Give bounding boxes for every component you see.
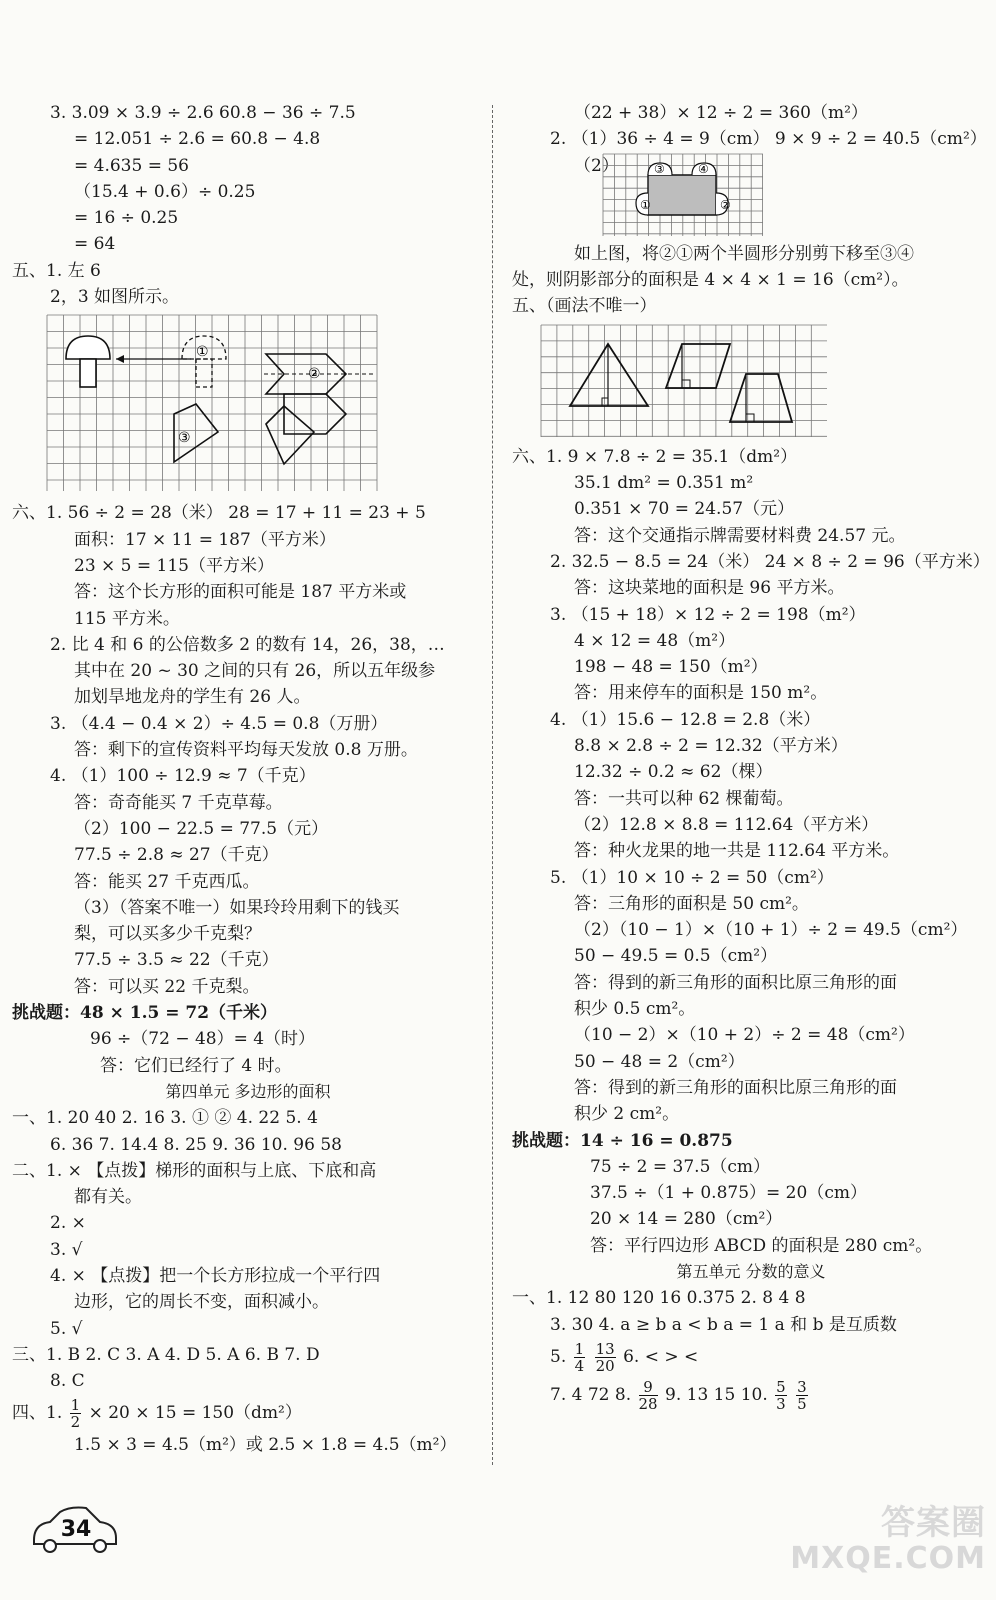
q7-text: 7. 4 72 8. <box>550 1384 632 1405</box>
column-divider <box>492 105 493 1465</box>
left-mid-line: 4. （1）100 ÷ 12.9 ≈ 7（千克） <box>50 766 316 787</box>
q9-text: 9. 13 15 10. <box>665 1384 768 1405</box>
left-mid-line: 六、1. 56 ÷ 2 = 28（米） 28 = 17 + 11 = 23 + 5 <box>12 503 426 524</box>
right-c-line: 答：平行四边形 ABCD 的面积是 280 cm²。 <box>590 1235 933 1256</box>
unit5-line: 一、1. 12 80 120 16 0.375 2. 8 4 8 <box>512 1288 806 1309</box>
parallelogram <box>666 344 730 388</box>
label-1: ① <box>196 344 209 361</box>
unit4-line: 三、1. B 2. C 3. A 4. D 5. A 6. B 7. D <box>12 1344 320 1365</box>
q5-fraction-2: $\frac{13}{20}$ <box>595 1339 615 1375</box>
left-mid-line: 3. （4.4 − 0.4 × 2）÷ 4.5 = 0.8（万册） <box>50 713 388 734</box>
circle-label: ③ <box>654 161 665 176</box>
left-last-line: 1.5 × 3 = 4.5（m²）或 2.5 × 1.8 = 4.5（m²） <box>74 1435 457 1456</box>
right-b-line: 处，则阴影部分的面积是 4 × 4 × 1 = 16（cm²）。 <box>512 270 909 291</box>
circle-label: ② <box>720 197 731 212</box>
left-mid-line: 答：剩下的宣传资料平均每天发放 0.8 万册。 <box>74 740 418 761</box>
left-mid-line: 其中在 20 ~ 30 之间的只有 26，所以五年级参 <box>74 661 436 682</box>
polygon-drawing-grid <box>540 324 830 440</box>
right-a-line: 2. （1）36 ÷ 4 = 9（cm） 9 × 9 ÷ 2 = 40.5（cm²） <box>550 129 987 150</box>
right-c-line: 37.5 ÷（1 + 0.875）= 20（cm） <box>590 1183 867 1204</box>
unit4-line: 都有关。 <box>74 1187 142 1208</box>
left-mid-line: 答：可以买 22 千克梨。 <box>74 976 260 997</box>
unit5-answers <box>512 1285 990 1338</box>
unit4-answers <box>12 1105 484 1394</box>
right-c-line: 答：用来停车的面积是 150 m²。 <box>574 683 828 704</box>
right-c-line: 2. 32.5 − 8.5 = 24（米） 24 × 8 ÷ 2 = 96（平方米） <box>550 551 990 572</box>
right-small-grid-figure <box>602 153 990 237</box>
right-c-line: 4 × 12 = 48（m²） <box>574 630 736 651</box>
left-mid-line: 96 ÷（72 − 48）= 4（时） <box>90 1029 316 1050</box>
left-grid-figure <box>46 314 484 496</box>
left-mid-line: 答：这个长方形的面积可能是 187 平方米或 <box>74 582 407 603</box>
circle-label: ④ <box>698 161 709 176</box>
fraction-half: $\frac{1}{2}$ <box>70 1396 81 1432</box>
right-c-line: （2）12.8 × 8.8 = 112.64（平方米） <box>574 814 879 835</box>
unit4-line: 8. C <box>50 1371 85 1392</box>
left-mid-line: 挑战题：48 × 1.5 = 72（千米） <box>12 1003 278 1024</box>
right-c-line: 答：这块菜地的面积是 96 平方米。 <box>574 578 845 599</box>
right-c-line: 挑战题：14 ÷ 16 = 0.875 <box>512 1130 733 1151</box>
unit4-line: 一、1. 20 40 2. 16 3. ① ② 4. 22 5. 4 <box>12 1108 318 1129</box>
q10-fraction-1: $\frac{5}{3}$ <box>776 1377 786 1413</box>
right-c-line: 0.351 × 70 = 24.57（元） <box>574 499 795 520</box>
right-c-line: 8.8 × 2.8 ÷ 2 = 12.32（平方米） <box>574 736 848 757</box>
watermark <box>790 1505 986 1577</box>
right-c-line: 75 ÷ 2 = 37.5（cm） <box>590 1156 771 1177</box>
left-mid-line: 加划旱地龙舟的学生有 26 人。 <box>74 687 311 708</box>
unit5-fraction-line-1 <box>512 1338 990 1376</box>
right-block-b <box>512 241 990 320</box>
right-c-line: 20 × 14 = 280（cm²） <box>590 1209 783 1230</box>
right-c-line: 3. （15 + 18）× 12 ÷ 2 = 198（m²） <box>550 604 866 625</box>
left-mid-block <box>12 500 484 1079</box>
fraction-answer-line <box>12 1394 484 1432</box>
unit4-title: 第四单元 多边形的面积 <box>165 1081 331 1101</box>
right-column <box>512 100 990 1414</box>
label-3: ③ <box>178 430 191 447</box>
q8-fraction: $\frac{9}{28}$ <box>638 1377 658 1413</box>
right-shapes-grid-figure <box>540 324 990 440</box>
right-block-c <box>512 444 990 1259</box>
unit4-line: 3. √ <box>50 1239 83 1260</box>
q6-text: 6. < > < <box>623 1346 699 1367</box>
page-number: 34 <box>60 1517 92 1542</box>
unit5-title: 第五单元 分数的意义 <box>676 1261 826 1281</box>
left-top-line: = 4.635 = 56 <box>74 155 189 176</box>
right-c-line: 50 − 48 = 2（cm²） <box>574 1051 745 1072</box>
right-c-line: 答：得到的新三角形的面积比原三角形的面 <box>574 1077 897 1098</box>
q5-fraction-1: $\frac{1}{4}$ <box>574 1339 585 1375</box>
left-top-block <box>12 100 484 310</box>
circle-label: ① <box>640 197 651 212</box>
transform-grid-diagram <box>46 314 382 496</box>
left-mid-line: （3）（答案不唯一）如果玲玲用剩下的钱买 <box>74 897 400 918</box>
right-a-line: （2） <box>574 155 619 176</box>
left-mid-line: 答：它们已经行了 4 时。 <box>100 1055 292 1076</box>
left-mid-line: 77.5 ÷ 3.5 ≈ 22（千克） <box>74 950 279 971</box>
unit4-line: 5. √ <box>50 1318 83 1339</box>
dashed-stem <box>196 359 212 387</box>
car-icon <box>20 1500 130 1560</box>
right-c-line: （2）（10 − 1）×（10 + 1）÷ 2 = 49.5（cm²） <box>574 920 968 941</box>
right-c-line: 答：这个交通指示牌需要材料费 24.57 元。 <box>574 525 906 546</box>
right-c-line: 12.32 ÷ 0.2 ≈ 62（棵） <box>574 762 773 783</box>
watermark-top: 答案圈 <box>881 1503 986 1543</box>
quad-4 <box>266 406 314 464</box>
right-c-line: 198 − 48 = 150（m²） <box>574 657 768 678</box>
left-top-line: = 64 <box>74 234 116 255</box>
unit4-line: 边形，它的周长不变，面积减小。 <box>74 1292 329 1313</box>
left-mid-line: 77.5 ÷ 2.8 ≈ 27（千克） <box>74 845 279 866</box>
mushroom-stem <box>80 359 96 387</box>
unit4-line: 4. × 【点拨】把一个长方形拉成一个平行四 <box>50 1265 381 1286</box>
q4-label: 四、1. <box>12 1403 63 1424</box>
left-top-line: （15.4 + 0.6）÷ 0.25 <box>74 181 256 202</box>
watermark-bottom: MXQE.COM <box>790 1541 986 1576</box>
right-c-line: 答：种火龙果的地一共是 112.64 平方米。 <box>574 841 900 862</box>
left-mid-line: 答：能买 27 千克西瓜。 <box>74 871 260 892</box>
right-c-line: 5. （1）10 × 10 ÷ 2 = 50（cm²） <box>550 867 834 888</box>
right-c-line: 答：三角形的面积是 50 cm²。 <box>574 893 809 914</box>
unit4-line: 6. 36 7. 14.4 8. 25 9. 36 10. 96 58 <box>50 1134 342 1155</box>
right-b-line: 五、（画法不唯一） <box>512 296 657 317</box>
left-mid-line: 答：奇奇能买 7 千克草莓。 <box>74 792 283 813</box>
mushroom-cap <box>66 336 110 359</box>
left-top-line: 3. 3.09 × 3.9 ÷ 2.6 60.8 − 36 ÷ 7.5 <box>50 103 356 123</box>
right-c-line: 六、1. 9 × 7.8 ÷ 2 = 35.1（dm²） <box>512 446 798 467</box>
right-b-line: 如上图，将②①两个半圆形分别剪下移至③④ <box>574 243 914 264</box>
q5-label: 5. <box>550 1346 567 1367</box>
left-mid-line: 梨，可以买多少千克梨？ <box>74 924 261 945</box>
left-top-line: = 16 ÷ 0.25 <box>74 208 179 229</box>
right-c-line: 积少 0.5 cm²。 <box>574 999 696 1020</box>
q4-expression: × 20 × 15 = 150（dm²） <box>88 1403 302 1424</box>
trapezoid <box>730 374 792 422</box>
label-2: ② <box>308 366 321 383</box>
right-c-line: 积少 2 cm²。 <box>574 1104 680 1125</box>
unit5-fraction-line-2 <box>512 1376 990 1414</box>
left-mid-line: （2）100 − 22.5 = 77.5（元） <box>74 818 329 839</box>
shaded-square <box>648 175 716 215</box>
left-mid-line: 面积：17 × 11 = 187（平方米） <box>74 529 336 550</box>
semicircle-shading-diagram <box>602 153 764 237</box>
unit4-line: 二、1. × 【点拨】梯形的面积与上底、下底和高 <box>12 1160 377 1181</box>
left-mid-line: 23 × 5 = 115（平方米） <box>74 555 274 576</box>
left-top-line: = 12.051 ÷ 2.6 = 60.8 − 4.8 <box>74 129 321 150</box>
left-mid-line: 115 平方米。 <box>74 608 180 629</box>
right-a-line: （22 + 38）× 12 ÷ 2 = 360（m²） <box>574 103 868 123</box>
right-c-line: 50 − 49.5 = 0.5（cm²） <box>574 946 778 967</box>
right-c-line: 35.1 dm² = 0.351 m² <box>574 473 754 494</box>
right-c-line: 答：得到的新三角形的面积比原三角形的面 <box>574 972 897 993</box>
arrow-head <box>116 355 124 363</box>
left-mid-line: 2. 比 4 和 6 的公倍数多 2 的数有 14，26，38，… <box>50 634 445 655</box>
left-top-line: 五、1. 左 6 <box>12 260 101 281</box>
left-column <box>12 100 484 1459</box>
right-c-line: （10 − 2）×（10 + 2）÷ 2 = 48（cm²） <box>574 1025 915 1046</box>
right-angle-mark-2 <box>682 380 690 388</box>
right-c-line: 答：一共可以种 62 棵葡萄。 <box>574 788 794 809</box>
q10-fraction-2: $\frac{3}{5}$ <box>797 1377 807 1413</box>
unit5-line: 3. 30 4. a ≥ b a < b a = 1 a 和 b 是互质数 <box>550 1314 897 1335</box>
right-c-line: 4. （1）15.6 − 12.8 = 2.8（米） <box>550 709 821 730</box>
left-top-line: 2，3 如图所示。 <box>50 287 180 308</box>
unit4-line: 2. × <box>50 1213 86 1234</box>
page-number-badge <box>20 1500 130 1560</box>
